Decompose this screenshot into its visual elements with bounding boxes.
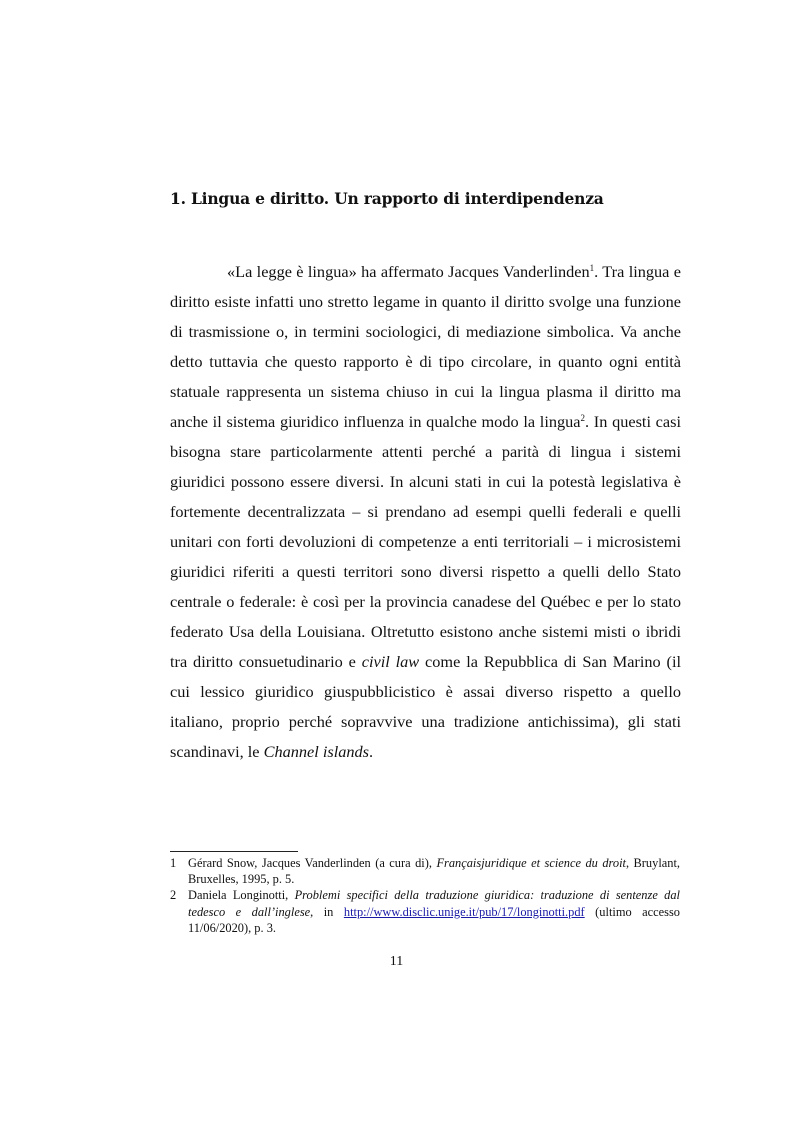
body-text-3: . In questi casi bisogna stare particolarmente attenti perché a parità di lingua i sistemi giuridici possono essere diversi. In alcuni stati in cui la potestà legislativa è fortemente decentralizzata – si prendano ad esempi quelli federali e quelli unitari con forti devoluzioni di competenze a enti territoriali – i microsistemi giuridici riferiti a questi territori sono diversi rispetto a quelli dello Stato centrale o federale: è così per la provincia canadese del Québec e per lo stato federato Usa della Louisiana. Oltretutto esistono anche sistemi misti o ibridi tra diritto consuetudinario e — [170, 412, 681, 671]
body-paragraph — [170, 257, 681, 767]
footnote-text: Daniela Longinotti, — [188, 888, 295, 903]
footnote-title: Françaisjuridique et science du droit — [436, 856, 626, 870]
body-italic-civil-law: civil law — [361, 652, 420, 671]
footnotes — [170, 855, 680, 936]
footnote-text: (ultimo accesso 11/06/2020), p. 3. — [188, 904, 680, 935]
footnote-ref-1[interactable]: 1 — [589, 263, 595, 273]
body-text-5: . — [368, 742, 374, 761]
footnote-text: , Bruylant, Bruxelles, 1995, p. 5. — [188, 856, 681, 887]
page-number: 11 — [389, 954, 404, 969]
footnote-number: 1 — [170, 856, 177, 870]
footnote-link[interactable]: http://www.disclic.unige.it/pub/17/longinotti.pdf — [343, 904, 585, 919]
footnote-ref-2[interactable]: 2 — [580, 413, 585, 423]
footnote-separator — [170, 851, 298, 852]
footnote-2 — [170, 887, 680, 936]
footnote-number: 2 — [170, 888, 177, 903]
footnote-title: Problemi specifici della traduzione giuridica: traduzione di sentenze dal tedesco e dall’inglese — [188, 888, 680, 919]
body-italic-channel-islands: Channel islands — [263, 742, 369, 761]
body-text-2: . Tra lingua e diritto esiste infatti uno stretto legame in quanto il diritto svolge una funzione di trasmissione o, in termini sociologici, di mediazione simbolica. Va anche detto tuttavia che questo rapporto è di tipo circolare, in quanto ogni entità statuale rappresenta un sistema chiuso in cui la lingua plasma il diritto ma anche il sistema giuridico influenza in qualche modo la lingua — [170, 262, 681, 431]
body-text-4: come la Repubblica di San Marino (il cui lessico giuridico giuspubblicistico è assai diverso rispetto a quello italiano, proprio perché sopravvive una tradizione antichissima), gli stati scandinavi, le — [170, 652, 682, 761]
section-heading: 1. Lingua e diritto. Un rapporto di interdipendenza — [170, 189, 604, 208]
footnote-text: Gérard Snow, Jacques Vanderlinden (a cura di), — [188, 856, 437, 870]
footnote-text: , in — [310, 904, 344, 919]
body-text-1: «La legge è lingua» ha affermato Jacques Vanderlinden — [227, 262, 590, 281]
footnote-1 — [170, 855, 680, 887]
